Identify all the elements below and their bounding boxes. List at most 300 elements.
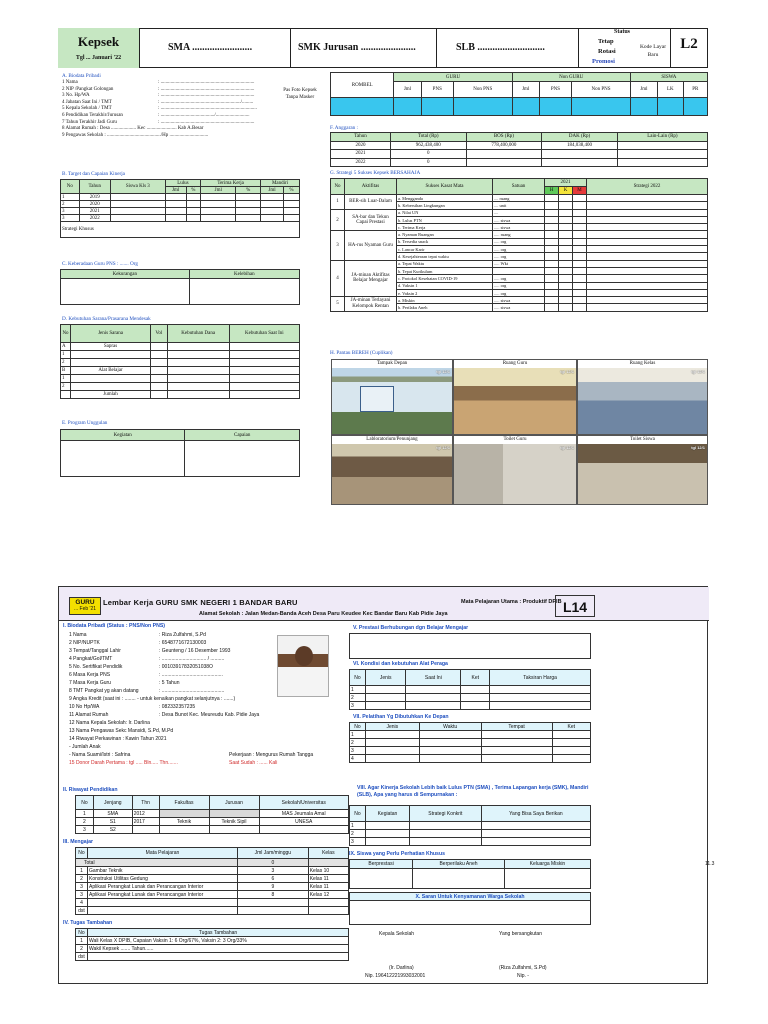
- strategi-cell: [573, 253, 587, 260]
- mengajar-cell: 3: [76, 891, 88, 899]
- saran-header: [349, 892, 591, 901]
- photo-label: Ruang Kelas: [578, 360, 707, 368]
- bio-value: : Geunteng / 16 Desember 1993: [159, 648, 231, 654]
- biodata-item: 6 Pendidikan Terakhir/Jurusan: [62, 112, 123, 118]
- strategi-satuan: ..... siswa: [493, 297, 545, 304]
- strategi-cell: [559, 267, 573, 274]
- pend-cell: S1: [93, 818, 132, 826]
- pelatihan-header: Jenis: [366, 723, 420, 731]
- pelatihan-no: 1: [350, 731, 366, 739]
- mengajar-cell: 1: [76, 867, 88, 875]
- rombel-header: ROMBEL: [331, 73, 394, 98]
- strategi-cell: [587, 224, 708, 231]
- kebutuhan-label: Alat Belajar: [71, 367, 151, 375]
- strategi-aktifitas: HA-rus Nyaman Guru: [345, 231, 397, 260]
- rombel-cell: [572, 98, 631, 116]
- mengajar-body: [76, 867, 349, 915]
- strategi-satuan: .... ruang: [493, 195, 545, 202]
- strategi-aktifitas: SA-bar dan Tekun Capai Prestasi: [345, 209, 397, 231]
- anggaran-cell: 778,400,000: [466, 141, 542, 150]
- biodata-values: [158, 80, 257, 126]
- strategi-cell: [573, 282, 587, 289]
- strategi-cell: [573, 224, 587, 231]
- strategi-header: Sukses Kasat Mata: [397, 179, 493, 195]
- strategi-cell: [545, 253, 559, 260]
- biodata-value: : ...........................................................................: [158, 119, 255, 125]
- strategi-sukses: a. Miskin: [397, 297, 493, 304]
- pelatihan-no: 4: [350, 755, 366, 763]
- anggaran-cell: 2021: [331, 150, 391, 159]
- pend-cell: UNESA: [259, 818, 349, 826]
- bio-label: 7 Masa Kerja Guru: [69, 680, 111, 686]
- kinerja-no: 1: [350, 822, 366, 830]
- strategi-cell: [545, 195, 559, 202]
- strategi-sukses: c. Lancar Karir: [397, 246, 493, 253]
- pend-cell: 2017: [132, 818, 159, 826]
- rombel-cell: [630, 98, 657, 116]
- pend-header: Sekolah/Universitas: [259, 796, 349, 810]
- rombel-cell: [331, 98, 394, 116]
- bio-value: : 00103917832051038O: [159, 664, 213, 670]
- pas-foto-placeholder: Pas Foto Kepsek Tanpa Masker: [283, 88, 317, 100]
- anggaran-header: BOS (Rp): [466, 133, 542, 142]
- bio-label: 9 Angka Kredit (saat ini : ........ - untuk kenaikan pangkat selanjutnya : .......): [69, 696, 236, 702]
- strategi-cell: [573, 195, 587, 202]
- guru-header: GURU: [394, 73, 512, 82]
- photo-toilet-siswa: [577, 435, 708, 505]
- mengajar-cell: Konstruksi Utilitas Gedung: [88, 875, 238, 883]
- strategi-body: [331, 195, 708, 312]
- pend-cell: [259, 826, 349, 834]
- strategi-header: No: [331, 179, 345, 195]
- saran-box: [349, 901, 591, 925]
- biodata-value: : ...........................................................................: [158, 80, 255, 85]
- status-promosi: Promosi: [592, 58, 615, 65]
- rombel-cell: [539, 98, 571, 116]
- strategi-cell: [545, 289, 559, 296]
- pend-cell: MAS Jeumala Amal: [259, 810, 349, 818]
- kepsek-title: Kepsek: [77, 34, 120, 49]
- sma-label: SMA ........................: [168, 42, 253, 53]
- target-cell: 2022: [79, 215, 110, 222]
- strategi-cell: [587, 260, 708, 267]
- biodata-item: 3 No. Hp/WA: [62, 93, 90, 99]
- strategi-satuan: ..... ruang: [493, 231, 545, 238]
- mengajar-cell: [308, 899, 348, 907]
- strategi-sukses: a. Nilai UN: [397, 209, 493, 216]
- kinerja-no: 3: [350, 838, 366, 846]
- pend-cell: 1: [76, 810, 94, 818]
- photo-label: Toilet Guru: [454, 436, 576, 444]
- col-header: Jml: [394, 82, 421, 98]
- pend-header: No: [76, 796, 94, 810]
- bio-label: 1 Nama: [69, 632, 87, 638]
- strategi-table: [330, 178, 708, 312]
- donor-row: [69, 759, 349, 767]
- strategi-satuan: ..... org: [493, 253, 545, 260]
- pend-cell: SMA: [93, 810, 132, 818]
- anggaran-table: [330, 132, 708, 167]
- bio-value: : 6548771672130003: [159, 640, 207, 646]
- strategi-cell: [587, 216, 708, 223]
- anggaran-cell: 0: [391, 150, 467, 159]
- photo-label: Labloratorium/Penunjang: [332, 436, 452, 444]
- smk-label: SMK Jurusan ......................: [298, 42, 416, 53]
- strategi-cell: [587, 238, 708, 245]
- anggaran-cell: 184,038,400: [542, 141, 618, 150]
- pend-header: Jenjang: [93, 796, 132, 810]
- bio-label: - Jumlah Anak: [69, 744, 101, 750]
- mengajar-cell: Gambar Teknik: [88, 867, 238, 875]
- rombel-cell: [394, 98, 421, 116]
- bio-value: : 082332357235: [159, 704, 196, 710]
- pelatihan-header: Waktu: [419, 723, 481, 731]
- target-sub: Jml: [261, 187, 284, 194]
- mengajar-header: Jml Jam/minggu: [238, 848, 309, 859]
- kinerja-header: Kegiatan: [366, 806, 410, 822]
- alamat-sekolah: Alamat Sekolah : Jalan Medan-Banda Aceh Desa Paru Keudee Kec Bandar Baru Kab Pidie Jaya: [199, 611, 448, 617]
- rombel-table: [330, 72, 708, 116]
- bio-label: 12 Nama Kepala Sekolah: Ir. Darlina: [69, 720, 150, 726]
- strategi-table-wrap: [330, 178, 708, 312]
- photo-date: tgl 12/1: [560, 445, 574, 450]
- strategi-cell: [545, 246, 559, 253]
- strategi-no: 5: [331, 297, 345, 312]
- donor-label: 15 Donor Darah Pertama : tgl ..... Bln..... Thn.......: [69, 760, 178, 766]
- target-cell: 1: [61, 194, 80, 201]
- strategi-cell: [559, 202, 573, 209]
- pend-cell: [209, 810, 259, 818]
- anggaran-header: Total (Rp): [391, 133, 467, 142]
- kondisi-header: Jenis: [366, 670, 406, 686]
- biodata-value: : ...........................................................................: [158, 93, 255, 99]
- target-cell: 2019: [79, 194, 110, 201]
- biodata-value: : ...........................................................................: [158, 86, 255, 92]
- pantau-title: H. Pantau BEREH (Cuplikan): [330, 350, 393, 356]
- strategi-satuan: ..... siswa: [493, 224, 545, 231]
- pend-cell: 2: [76, 818, 94, 826]
- strategi-satuan: ....: [493, 209, 545, 216]
- anggaran-cell: [542, 158, 618, 167]
- pend-cell: 3: [76, 826, 94, 834]
- pend-cell: Teknik: [159, 818, 209, 826]
- mengajar-table: [75, 847, 349, 915]
- photo-ruang-guru: [453, 359, 577, 435]
- mengajar-row: [76, 899, 349, 907]
- kebutuhan-header: Jenis Sarana: [71, 325, 151, 343]
- building-sign: [360, 386, 394, 412]
- strategi-cell: [573, 231, 587, 238]
- strategi-aktifitas: BER-sih Luar-Dalam: [345, 195, 397, 210]
- bio-row: [69, 751, 349, 759]
- guru-sheet-title: Lembar Kerja GURU SMK NEGERI 1 BANDAR BARU: [103, 598, 298, 607]
- kinerja-header: Strategi Konkrit: [409, 806, 481, 822]
- sign-kepala-label: Kepala Sekolah: [379, 931, 415, 937]
- anggaran-cell: [617, 158, 707, 167]
- strategi-header: Satuan: [493, 179, 545, 195]
- strategi-cell: [573, 216, 587, 223]
- code-l14: L14: [555, 595, 595, 617]
- col-header: PNS: [421, 82, 453, 98]
- bio-label: 13 Nama Pengawas Sekc Mansidi, S.Pd, M.Pd: [69, 728, 174, 734]
- rombel-cell: [453, 98, 512, 116]
- status-box: [578, 28, 634, 68]
- rombel-cell: [421, 98, 453, 116]
- tugas-title: IV. Tugas Tambahan: [63, 920, 113, 926]
- bio-label: 14 Riwayat Perkawinan : Kawin Tahun 2021: [69, 736, 167, 742]
- strategi-satuan: ..... org: [493, 275, 545, 282]
- kebutuhan-table: [60, 324, 300, 399]
- strategi-cell: [587, 275, 708, 282]
- mengajar-cell: Kelas 11: [308, 875, 348, 883]
- kebutuhan-label: Sapras: [71, 343, 151, 351]
- tugas-cell: [88, 953, 349, 961]
- pelatihan-no: 2: [350, 739, 366, 747]
- mengajar-cell: Aplikasi Perangkat Lunak dan Perancangan Interior: [88, 891, 238, 899]
- prestasi-box: [349, 633, 591, 659]
- siswa-header: Berprestasi: [350, 860, 413, 869]
- anggaran-header: DAK (Rp): [542, 133, 618, 142]
- hkm-m: M: [573, 187, 587, 195]
- rombel-cell: [512, 98, 539, 116]
- target-sub: Jml: [165, 187, 186, 194]
- kebutuhan-title: D. Kebutuhan Sarana/Prasarana Mendesak: [62, 316, 151, 322]
- mengajar-row: [76, 867, 349, 875]
- photo-ruang-kelas: [577, 359, 708, 435]
- strategi-cell: [559, 216, 573, 223]
- kebutuhan-no: 1: [61, 351, 71, 359]
- photo-label: Ruang Guru: [454, 360, 576, 368]
- strategi-cell: [545, 216, 559, 223]
- pend-cell: S2: [93, 826, 132, 834]
- guru-box: [69, 597, 101, 615]
- pend-cell: [159, 810, 209, 818]
- photo-label: Toilet Siswa: [578, 436, 707, 444]
- anggaran-cell: 2022: [331, 158, 391, 167]
- pend-cell: [132, 826, 159, 834]
- anggaran-header: Tahun: [331, 133, 391, 142]
- strategi-sukses: b. Tepat Kurikulum: [397, 267, 493, 274]
- anggaran-cell: 2020: [331, 141, 391, 150]
- anggaran-cell: [466, 158, 542, 167]
- strategi-cell: [587, 297, 708, 304]
- sign-guru-nip: Nip. -: [517, 973, 529, 979]
- biodata-item: 5 Kepala Sekolah / TMT: [62, 106, 112, 112]
- kegiatan-header: Kegiatan: [61, 430, 185, 441]
- kebutuhan-no: 1: [61, 375, 71, 383]
- kinerja-table: [349, 805, 591, 846]
- mengajar-cell: dst: [76, 907, 88, 915]
- pend-cell: [209, 826, 259, 834]
- rombel-cell: [683, 98, 707, 116]
- strategi-cell: [545, 231, 559, 238]
- bio-label: 3 Tempat/Tanggal Lahir: [69, 648, 121, 654]
- mengajar-cell: Kelas 10: [308, 867, 348, 875]
- saran-title: X. Saran Untuk Kenyamanan Warga Sekolah: [415, 894, 525, 900]
- target-table: [60, 179, 300, 238]
- anggaran-cell: [542, 150, 618, 159]
- kebutuhan-header: Vol: [151, 325, 168, 343]
- mengajar-cell: 6: [238, 875, 309, 883]
- anggaran-header: Lain-Lain (Rp): [617, 133, 707, 142]
- target-sub: %: [236, 187, 261, 194]
- strategi-sukses: b. Lulus PTN: [397, 216, 493, 223]
- bio-label: 2 NIP/NUPTK: [69, 640, 100, 646]
- strategi-cell: [545, 224, 559, 231]
- siswa-header: Berperilaku Aneh: [413, 860, 505, 869]
- kinerja-header: No: [350, 806, 366, 822]
- mengajar-cell: [88, 899, 238, 907]
- target-cell: 3: [61, 208, 80, 215]
- kebutuhan-header: No: [61, 325, 71, 343]
- photo-date: tgl 12/1: [436, 369, 450, 374]
- keberadaan-table: [60, 269, 300, 305]
- biodata-item: 4 Jabatan Saat Ini / TMT: [62, 99, 112, 105]
- photo-date: tgl 12/1: [560, 369, 574, 374]
- strategi-cell: [587, 267, 708, 274]
- kondisi-no: 1: [350, 686, 366, 694]
- guru-label: GURU: [75, 599, 95, 606]
- strategi-cell: [545, 238, 559, 245]
- biodata-value: : .............................................................................: [158, 106, 257, 112]
- pend-header: Jurusan: [209, 796, 259, 810]
- tugas-cell: 1: [76, 937, 88, 945]
- biodata-value: : ................................................................/.........: [158, 99, 254, 105]
- kode-layar: Kode Layar Baru: [639, 44, 667, 58]
- kondisi-header: Ket: [461, 670, 490, 686]
- strategi-cell: [587, 231, 708, 238]
- strategi-title: G. Strategi 5 Sukses Kepsek BERSAHAJA: [330, 170, 421, 176]
- strategi-cell: [587, 253, 708, 260]
- strategi-cell: [587, 289, 708, 296]
- strategi-cell: [545, 260, 559, 267]
- col-header: Jml: [630, 82, 657, 98]
- target-cell: 2021: [79, 208, 110, 215]
- tugas-table: [75, 928, 349, 961]
- strategi-aktifitas: JA-minan Terlayani Kelompok Rentan: [345, 297, 397, 312]
- face-shape: [295, 646, 313, 666]
- kepsek-box: [58, 28, 140, 68]
- strategi-cell: [559, 289, 573, 296]
- photo-label: Tampak Depan: [332, 360, 452, 368]
- strategi-cell: [545, 282, 559, 289]
- mengajar-cell: Kelas 11: [308, 883, 348, 891]
- strategi-sukses: c. Terima Kerja: [397, 224, 493, 231]
- target-sub: Jml: [201, 187, 236, 194]
- strategi-cell: [573, 275, 587, 282]
- strategi-cell: [573, 289, 587, 296]
- strategi-satuan: ..... siswa: [493, 216, 545, 223]
- kondisi-header: No: [350, 670, 366, 686]
- strategi-cell: [545, 202, 559, 209]
- strategi-cell: [545, 304, 559, 311]
- target-cell: 2: [61, 201, 80, 208]
- anggaran-cell: [617, 150, 707, 159]
- strategi-no: 2: [331, 209, 345, 231]
- strategi-cell: [559, 304, 573, 311]
- anggaran-cell: [466, 150, 542, 159]
- kondisi-header: Taksiran Harga: [490, 670, 591, 686]
- mengajar-cell: 3: [76, 883, 88, 891]
- strategi-cell: [587, 195, 708, 202]
- tugas-header: No: [76, 929, 88, 937]
- strategi-cell: [559, 260, 573, 267]
- strategi-cell: [559, 238, 573, 245]
- target-header: Terima Kerja: [201, 180, 261, 187]
- strategi-satuan: ..... org: [493, 282, 545, 289]
- bio-label: 10 No Hp/WA: [69, 704, 100, 710]
- photo-laboratorium: [331, 435, 453, 505]
- bio-row: [69, 703, 349, 711]
- kebutuhan-no: 2: [61, 359, 71, 367]
- col-header: LK: [657, 82, 683, 98]
- strategi-aktifitas: JA-minan Aktifitas Belajar Mengajar: [345, 260, 397, 296]
- strategi-sukses: b. Kebersihan Lingkungan: [397, 202, 493, 209]
- target-cell: 2020: [79, 201, 110, 208]
- kondisi-no: 3: [350, 702, 366, 710]
- mengajar-header: No: [76, 848, 88, 859]
- pelatihan-table: [349, 722, 591, 763]
- bio-label: 4 Pangkat/Gol/TMT: [69, 656, 113, 662]
- prestasi-title: V. Prestasi Berhubungan dgn Belajar Mengajar: [353, 625, 469, 631]
- tugas-cell: Wakil Kepsek ....... Tahun......: [88, 945, 349, 953]
- mengajar-cell: [238, 899, 309, 907]
- mengajar-header: Kelas: [308, 848, 348, 859]
- kebutuhan-no: 2: [61, 383, 71, 391]
- strategi-sukses: a. Nyaman Ruangan: [397, 231, 493, 238]
- strategi-cell: [559, 231, 573, 238]
- kinerja-no: 2: [350, 830, 366, 838]
- mengajar-title: III. Mengajar: [63, 839, 93, 845]
- mengajar-row: [76, 891, 349, 899]
- strategi-sukses: b. Tersedia snack: [397, 238, 493, 245]
- strategi-satuan: ..... org: [493, 246, 545, 253]
- guru-sheet: [58, 586, 715, 984]
- strategi-cell: [587, 304, 708, 311]
- strategi-satuan: ..... Wkt: [493, 260, 545, 267]
- mengajar-cell: [308, 907, 348, 915]
- strategi-cell: [559, 275, 573, 282]
- program-title: E. Program Unggulan: [62, 420, 108, 426]
- target-header: Lulus: [165, 180, 200, 187]
- strategi-no: 3: [331, 231, 345, 260]
- col-header: PNS: [539, 82, 571, 98]
- sign-kepala-name: (Ir. Darlina): [389, 965, 414, 971]
- bio-value: : 5 Tahun: [159, 680, 180, 686]
- target-cell: 3: [61, 215, 80, 222]
- guru-photo: [277, 635, 329, 697]
- strategi-header: Strategi 2022: [587, 179, 708, 195]
- status-title: Status: [614, 29, 631, 35]
- anggaran-cell: 962,438,400: [391, 141, 467, 150]
- biodata-title: A. Biodata Pribadi: [62, 73, 101, 79]
- pendidikan-title: II. Riwayat Pendidikan: [63, 787, 118, 793]
- bio-row: [69, 711, 349, 719]
- biodata-item: 8 Alamat Rumah : Desa .................... Kec ........................ Kab A.Besar: [62, 126, 204, 132]
- kebutuhan-header: Kebutuhan Saat Ini: [229, 325, 299, 343]
- sign-kepala-nip: Nip. 196412221993032001: [365, 973, 426, 979]
- strategi-header: 2021: [545, 179, 587, 187]
- sign-guru-name: (Riza Zulfahmi, S.Pd): [499, 965, 547, 971]
- target-header: Mandiri: [261, 180, 300, 187]
- tugas-cell: dst: [76, 953, 88, 961]
- strategi-cell: [573, 202, 587, 209]
- strategi-no: 1: [331, 195, 345, 210]
- strategi-sukses: c. Protokol Kesehatan COVID-19: [397, 275, 493, 282]
- col-header: PR: [683, 82, 707, 98]
- bio-value: : Desa Bunot Kec. Meureudu Kab. Pidie Jaya: [159, 712, 260, 718]
- strategi-cell: [559, 282, 573, 289]
